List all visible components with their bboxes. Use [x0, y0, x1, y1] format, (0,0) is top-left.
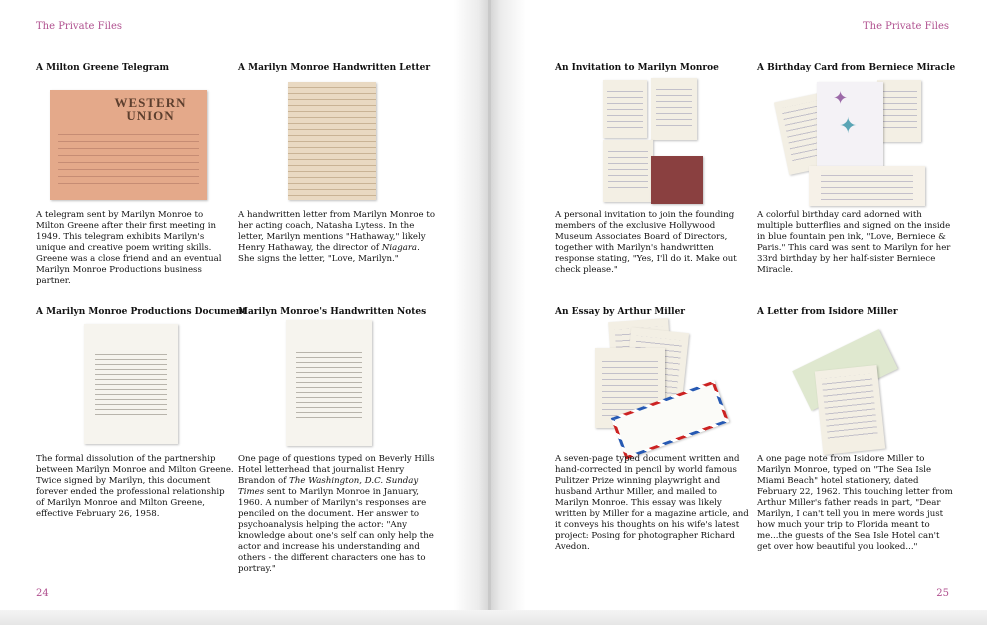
- item-caption: A one page note from Isidore Miller to Marilyn Monroe, typed on "The Sea Isle Miami Beach" hotel stationery, dated February 22, 1962. This touching letter from Arthur Miller's father reads in part, "Dear Marilyn, I can't tell you in mere words just how much your trip to Florida meant to me...the guests of the Sea Isle Hotel can't get over how beautiful you looked...": [757, 454, 953, 552]
- telegram-image: [36, 82, 232, 212]
- essay-image: [555, 320, 751, 450]
- birthday-card-image: [757, 76, 953, 206]
- item-title: A Marilyn Monroe Productions Document: [36, 307, 247, 317]
- item-caption: A colorful birthday card adorned with multiple butterflies and signed on the inside in blue fountain pen ink, "Love, Berniece & Paris." This card was sent to Marilyn for her 33rd birthday by her half-sister Berniece Miracle.: [757, 210, 951, 275]
- isidore-letter-image: [757, 320, 953, 450]
- item-title: A Milton Greene Telegram: [36, 63, 169, 73]
- handwritten-letter-image: [238, 82, 434, 212]
- item-telegram: [36, 62, 232, 286]
- butterfly-icon: ✦: [839, 114, 858, 139]
- item-handwritten-letter: [238, 62, 434, 262]
- item-caption: A seven-page typed document written and hand-corrected in pencil by world famous Pulitzer Prize winning playwright and husband Arthur Miller, and mailed to Marilyn Monroe. This essay was likely written by Miller for a magazine article, and it conveys his thoughts on his wife's latest project: Posing for photographer Richard Avedon.: [555, 454, 749, 552]
- item-isidore-letter: [757, 306, 953, 586]
- item-caption: A personal invitation to join the founding members of the exclusive Hollywood Museum Associates Board of Directors, together with Marilyn's handwritten response stating, "Yes, I'll do it. Make out check please.": [555, 210, 737, 275]
- item-productions-document: [36, 306, 247, 586]
- left-page: [0, 0, 488, 610]
- item-invitation: [555, 62, 751, 275]
- item-title: A Birthday Card from Berniece Miracle: [757, 63, 956, 73]
- page-number-right: 25: [936, 588, 949, 599]
- butterfly-icon: ✦: [833, 88, 849, 109]
- handwritten-notes-image: [238, 320, 434, 450]
- running-head-right: The Private Files: [862, 21, 949, 32]
- item-title: A Letter from Isidore Miller: [757, 307, 898, 317]
- item-caption: The formal dissolution of the partnership between Marilyn Monroe and Milton Greene. Twice signed by Marilyn, this document forever ended the professional relationship of Marilyn Monroe and Milton Greene, effective February 26, 1958.: [36, 454, 234, 519]
- telegram-logo: WESTERN UNION: [114, 95, 187, 123]
- item-birthday-card: [757, 62, 956, 275]
- running-head-left: The Private Files: [36, 21, 123, 32]
- item-title: An Invitation to Marilyn Monroe: [555, 63, 719, 73]
- invitation-image: [555, 76, 751, 206]
- right-page: [491, 0, 987, 610]
- item-caption: One page of questions typed on Beverly Hills Hotel letterhead that journalist Henry Brandon of The Washington, D.C. Sunday Times sent to Marilyn Monroe in January, 1960. A number of Marilyn's responses are penciled on the document. Her answer to psychoanalysis helping the actor: "Any knowledge about one's self can only help the actor and increase his understanding and others - the different characters one has to portray.": [238, 454, 435, 574]
- book-bottom-edge: [0, 610, 987, 625]
- item-caption: A handwritten letter from Marilyn Monroe to her acting coach, Natasha Lytess. In the letter, Marilyn mentions "Hathaway," likely Henry Hathaway, the director of Niagara. She signs the letter, "Love, Marilyn.": [238, 210, 435, 264]
- item-title: Marilyn Monroe's Handwritten Notes: [238, 307, 427, 317]
- productions-document-image: [36, 324, 232, 454]
- item-title: A Marilyn Monroe Handwritten Letter: [238, 63, 431, 73]
- item-handwritten-notes: [238, 306, 434, 586]
- item-essay: [555, 306, 751, 586]
- item-title: An Essay by Arthur Miller: [555, 307, 686, 317]
- page-number-left: 24: [36, 588, 49, 599]
- item-caption: A telegram sent by Marilyn Monroe to Milton Greene after their first meeting in 1949. This telegram exhibits Marilyn's unique and creative poem writing skills. Greene was a close friend and an eventual Marilyn Monroe Productions business partner.: [36, 210, 222, 286]
